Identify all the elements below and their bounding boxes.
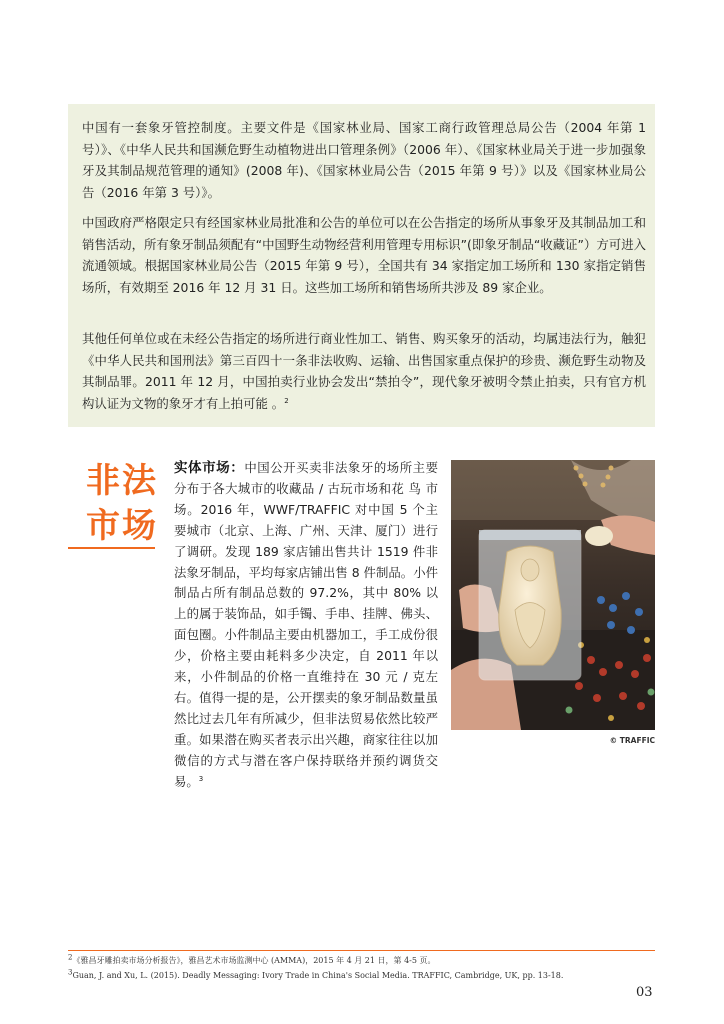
title-underline bbox=[68, 547, 155, 549]
footnote-ref-3: 3 bbox=[198, 774, 204, 783]
box-paragraph-1: 中国有一套象牙管控制度。主要文件是《国家林业局、国家工商行政管理总局公告（2004 年第 1 号）》、《中华人民共和国濒危野生动植物进出口管理条例》（2006 年）、《国家林业局关于进一步加强象牙及其制品规范管理的通知》(2008 年)、《国家林业局公告（2015 年第 9 号）》以及《国家林业局公告（2016 年第 3 号）》。 bbox=[82, 120, 646, 200]
page-number: 03 bbox=[636, 985, 653, 1000]
section-lead: 实体市场： bbox=[174, 460, 245, 476]
section-title-line-1: 非法 bbox=[86, 461, 158, 501]
photo-credit: © TRAFFIC bbox=[609, 736, 655, 745]
box-paragraph-2: 中国政府严格限定只有经国家林业局批准和公告的单位可以在公告指定的场所从事象牙及其制品加工和销售活动，所有象牙制品须配有“中国野生动物经营利用管理专用标识”(即象牙制品“收藏证”）方可进入流通领域。根据国家林业局公告（2015 年第 9 号），全国共有 34 家指定加工场所和 130 家指定销售场所，有效期至 2016 年 12 月 31 日。这些加工场所和销售场所共涉及 89 家企业。 bbox=[82, 215, 646, 295]
footnote-1: $^2$《雅昌牙雕拍卖市场分析报告》，雅昌艺术市场监测中心 (AMMA)，2015 年 4 月 21 日，第 4-5 页。 bbox=[68, 953, 436, 965]
section-body bbox=[174, 458, 438, 793]
footnote-1-marker: 2 bbox=[68, 953, 73, 962]
ivory-pendant-photo-illustration bbox=[451, 460, 655, 730]
footnote-divider bbox=[68, 950, 655, 951]
section-body-text: 中国公开买卖非法象牙的场所主要分布于各大城市的收藏品 / 古玩市场和花 鸟 市 场。2016 年，WWF/TRAFFIC 对中国 5 个主要城市（北京、上海、广州、天津、厦门）进行了调研。发现 189 家店铺出售共计 1519 件非法象牙制品，平均每家店铺出售 8 件制品。小件制品占所有制品总数的 97.2%，其中 80% 以上的属于装饰品，如手镯、手串、挂牌、佛头、面包圈。小件制品主要由机器加工，手工成份很少，价格主要由耗料多少决定，自 2011 年以来，小件制品的价格一直维持在 30 元 / 克左右。值得一提的是，公开摆卖的象牙制品数量虽然比过去几年有所减少，但非法贸易依然比较严重。如果潜在购买者表示出兴趣，商家往往以加微信的方式与潜在客户保持联络并预约调货交易。 bbox=[174, 460, 439, 789]
market-photo bbox=[451, 460, 655, 730]
box-paragraph-3: 其他任何单位或在未经公告指定的场所进行商业性加工、销售、购买象牙的活动，均属违法行为，触犯《中华人民共和国刑法》第三百四十一条非法收购、运输、出售国家重点保护的珍贵、濒危野生动物及其制品罪。2011 年 12 月，中国拍卖行业协会发出“禁拍令”，现代象牙被明令禁止拍卖，只有官方机构认证为文物的象牙才有上拍可能 。$^2$ bbox=[82, 331, 646, 411]
footnote-2: $^3$Guan, J. and Xu, L. (2015). Deadly Messaging: Ivory Trade in China's Social Media. TRAFFIC, Cambridge, UK, pp. 13-18. bbox=[68, 968, 564, 980]
footnote-ref-2: 2 bbox=[284, 396, 289, 405]
footnote-2-marker: 3 bbox=[68, 968, 73, 977]
section-title-line-2: 市场 bbox=[86, 506, 158, 546]
